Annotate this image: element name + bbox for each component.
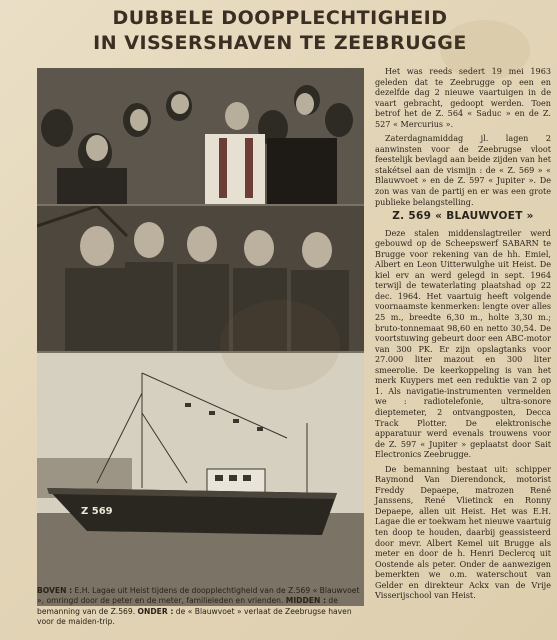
article-paragraph-2: Zaterdagnamiddag jl. lagen 2 aanwinsten voor de Zeebrugse vloot feestelijk bevlagd aan beide zijden van het stakétsel aan de vismijn : de « Z. 569 » « Blauwvoet » en de Z. 597 « Jupiter ». De zon was van de partij en er was een grote publieke belangstelling. — [375, 133, 551, 207]
photo-column — [37, 68, 364, 606]
caption-text-bottom: de « Blauwvoet » verlaat de Zeebrugse haven voor de maiden-trip. — [37, 606, 352, 627]
photo-christening-ceremony — [37, 68, 364, 204]
caption-label-bottom: ONDER : — [137, 606, 174, 616]
article-paragraph-1: Het was reeds sedert 19 mei 1963 geleden dat te Zeebrugge op een en dezelfde dag 2 nieuwe vaartuigen in de vaart gebracht, gedoopt werden. Toen betrof het de Z. 564 « Saduc » en de Z. 527 « Mercurius ». — [375, 66, 551, 129]
crew-illustration — [37, 206, 364, 351]
article-paragraph-3: Deze stalen middenslagtreiler werd gebouwd op de Scheepswerf SABARN te Brugge voor rekening van de hh. Emiel, Albert en Leon Uitterwulghe uit Heist. De kiel erv an werd gelegd in sept. 1964 terwijl de tewaterlating plaatshad op 22 dec. 1964. Het vaartuig heeft volgende voornaamste kenmerken: lengte over alles 25 m., breedte 6,30 m., holte 3,30 m.; bruto-tonnemaat 98,60 en netto 30,54. De voortstuwing gebeurt door een ABC-motor van 300 PK. Er zijn opslagtanks voor 27.000 liter mazout en 300 liter smeerolie. De keerkoppeling is van het merk Kuypers met een reduktie van 2 op 1. Als navigatie-instrumenten vermelden we : radiotelefonie, ultra-sonore dieptemeter, 2 ontvangposten, Decca Track Plotter. De elektronische apparatuur werd evenals trouwens voor de Z. 597 « Jupiter » geplaatst door Sait Electronics Zeebrugge. — [375, 227, 551, 460]
headline — [30, 6, 530, 56]
ceremony-crowd-illustration — [37, 68, 364, 204]
article-paragraph-4: De bemanning bestaat uit: schipper Raymond Van Dierendonck, motorist Freddy Depaepe, matrozen René Janssens, René Vlietinck en Ronny Depaepe, allen uit Heist. Het was E.H. Lagae die er toekwam het nieuwe vaartuig ten doop te houden, daarbij geassisteerd door mevr. Albert Kemel uit Brugge als meter en door de h. Henri Declercq uit Oostende als peter. Onder de aanwezigen bemerkten we o.m. waterschout van Gelder en direkteur Ackx van de Vrije Visserijschool van Heist. — [375, 463, 552, 601]
caption-label-top: BOVEN : — [37, 586, 73, 595]
boat-hull-label: Z 569 — [81, 506, 113, 517]
article-column — [375, 66, 551, 605]
caption-text-middle: de bemanning van de Z.569. — [37, 596, 338, 616]
article-subhead: Z. 569 « BLAUWVOET » — [392, 210, 534, 223]
caption-text-top: E.H. Lagae uit Heist tijdens de doopplechtigheid van de Z.569 « Blauwvoet », omringd door de peter en de meter, familieleden en vrienden. — [37, 586, 360, 606]
trawler-illustration — [37, 353, 364, 588]
headline-line-1: DUBBELE DOOPPLECHTIGHEID — [112, 7, 448, 29]
caption-label-middle: MIDDEN : — [285, 596, 327, 606]
photo-trawler-leaving-harbour — [37, 353, 364, 588]
headline-line-2: IN VISSERSHAVEN TE ZEEBRUGGE — [93, 32, 467, 54]
photo-caption — [37, 586, 367, 628]
photo-crew — [37, 206, 364, 351]
